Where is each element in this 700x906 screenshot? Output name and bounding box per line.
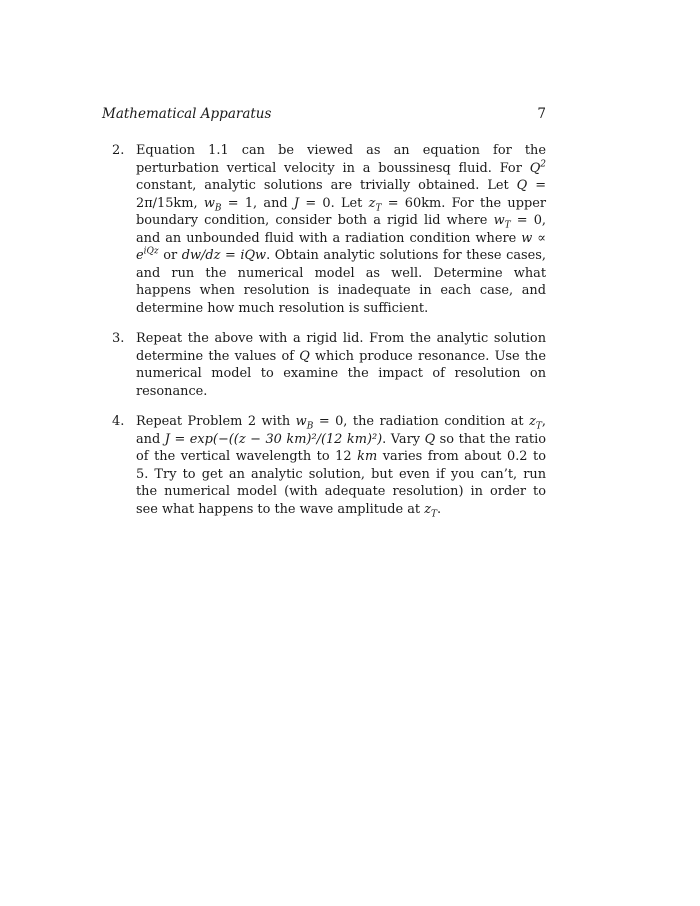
math-q: Q	[424, 431, 436, 447]
math-j: J	[164, 431, 170, 447]
running-title: Mathematical Apparatus	[102, 106, 272, 122]
problem-text: Repeat the above with a rigid lid. From the analytic solution determine the values of Q which produce resonance. Use the numerical model to examine the impact of resolution on resonance.	[136, 331, 546, 399]
math-w-proportional: $w \propto e^{iQz}$	[136, 230, 547, 263]
problem-text: Equation 1.1 can be viewed as an equation for the perturbation vertical velocity in a boussinesq fluid. For $Q^2$ constant, analytic solutions are trivially obtained. Let Q = 2π/15km, $w_B = 1$, and J = 0. Let $z_T = 60km$. For the upper boundary condition, consider both a rigid lid where $w_T = 0$, and an unbounded fluid with a radiation condition where $w \propto e^{iQz}$ or dw/dz = iQw. Obtain analytic solutions for these cases, and run the numerical model as well. Determine what happens when resolution is inadequate in each case, and determine how much resolution is sufficient.	[136, 143, 547, 316]
math-j: J	[293, 195, 300, 211]
problem-number: 2.	[112, 143, 125, 158]
running-header	[102, 105, 546, 123]
math-z-t: $z_T$	[368, 195, 382, 214]
math-q-squared: $Q^2$	[529, 159, 546, 176]
math-q: Q	[516, 178, 528, 193]
problem-number: 3.	[112, 331, 125, 346]
math-z-t: $z_T$	[529, 414, 542, 432]
math-z-t: $z_T$	[424, 501, 438, 520]
page-number: 7	[537, 106, 546, 122]
problem-text: Repeat Problem 2 with $w_B = 0$, the radiation condition at $z_T$, and J = exp(−((z − 30 km)²/(12 km)²). Vary Q so that the ratio of the vertical wavelength to 12 km varies from about 0.2 to 5. Try to get an analytic solution, but even if you can’t, run the numerical model (with adequate resolution) in order to see what happens to the wave amplitude at $z_T$.	[136, 414, 546, 520]
math-j-expression: exp(−((z − 30 km)²/(12 km)²)	[189, 431, 383, 447]
problem-list	[112, 142, 546, 531]
math-dw-dz: dw/dz = iQw	[181, 248, 267, 263]
math-w-b: $w_B$	[295, 414, 314, 432]
math-w-b: $w_B$	[203, 195, 222, 214]
problem-3	[112, 330, 546, 400]
math-km: km	[357, 449, 378, 464]
problem-number: 4.	[112, 414, 125, 429]
math-w-t: $w_T$	[493, 213, 511, 231]
problem-4	[112, 413, 546, 518]
problem-2	[112, 142, 546, 317]
math-q: Q	[299, 348, 310, 364]
